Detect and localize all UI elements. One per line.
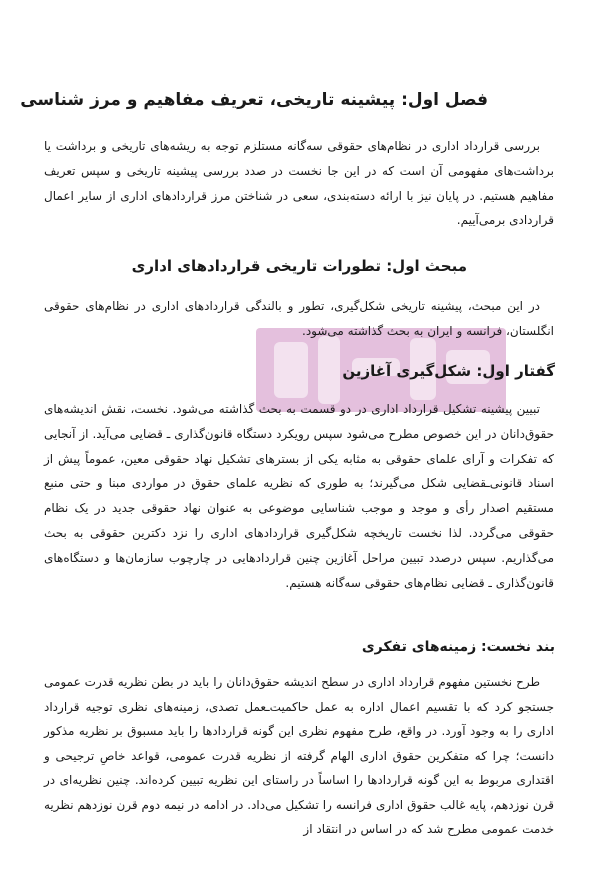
subsection-paragraph: تبیین پیشینه تشکیل قرارداد اداری در دو قسمت به بحث گذاشته می‌شود. نخست، نقش اندیشه‌های حقوق‌دانان در این خصوص مطرح می‌شود سپس رویکرد دستگاه قانون‌گذاری ـ قضایی می‌آید. از آنجایی که تفکرات و آرای علمای حقوقی به مثابه یکی از بسترهای تشکیل نهاد حقوقی معین، عموماً پیش از اسناد قانونی‌ـقضایی شکل می‌گیرند؛ به طوری که نظریه علمای حقوق در مواردی مبنا و حتی منبع مستقیم اصدار رأی و موجد و موجب شناسایی موضوعی به عنوان نهاد حقوقی جدید در یک نظام حقوقی می‌گردد. لذا نخست تاریخچه شکل‌گیری قراردادهای اداری را نزد دکترین حقوقی به بحث می‌گذاریم. سپس درصدد تبیین مراحل آغازین چنین قراردادهایی در چارچوب سازمان‌ها و دستگاه‌های قانون‌گذاری ـ قضایی نظام‌های حقوقی سه‌گانه هستیم. <box>44 402 554 590</box>
section-paragraph: در این مبحث، پیشینه تاریخی شکل‌گیری، تطور و بالندگی قراردادهای اداری در نظام‌های حقوقی انگلستان، فرانسه و ایران به بحث گذاشته می‌شود. <box>44 299 554 338</box>
watermark-shape <box>318 336 340 404</box>
watermark-shape <box>274 342 308 398</box>
chapter-title: فصل اول: پیشینه تاریخی، تعریف مفاهیم و مرز شناسی <box>20 90 488 110</box>
clause-paragraph: طرح نخستین مفهوم قرارداد اداری در سطح اندیشه حقوق‌دانان را باید در بطن نظریه قدرت عمومی جستجو کرد که با تقسیم اعمال اداره به عمل حاکمیت‌ـعمل تصدی، زمینه‌های نظری توجیه قرارداد اداری را به وجود آورد. در واقع، طرح مفهوم نظری این گونه قراردادها را باید مسبوق بر نظریه مذکور دانست؛ چرا که متفکرین حقوق اداری الهام گرفته از نظریه قدرت عمومی، قواعد خاصِ ترجیحی و اقتداری مربوط به این گونه قراردادها را اساساً در راستای این نظریه تبیین کرده‌اند. چنین نظریه‌ای در قرن نوزدهم، پایه غالب حقوق اداری فرانسه را تشکیل می‌داد. در ادامه در نیمه دوم قرن نوزدهم نظریه خدمت عمومی مطرح شد که در اساس در انتقاد از <box>44 675 554 836</box>
subsection-title: گفتار اول: شکل‌گیری آغازین <box>342 362 555 380</box>
section-title: مبحث اول: تطورات تاریخی قراردادهای اداری <box>131 257 467 275</box>
intro-paragraph: بررسی قرارداد اداری در نظام‌های حقوقی سه‌گانه مستلزم توجه به ریشه‌های تاریخی و برداشت یا برداشت‌های مفهومی آن است که در این جا نخست در صدد بررسی پیشینه تاریخی و سپس تعریف مفاهیم هستیم. در پایان نیز با ارائه دسته‌بندی، سعی در شناختن مرز قراردادهای اداری از سایر اعمال قراردادی برمی‌آییم. <box>44 139 554 228</box>
clause-title: بند نخست: زمینه‌های تفکری <box>361 639 555 655</box>
